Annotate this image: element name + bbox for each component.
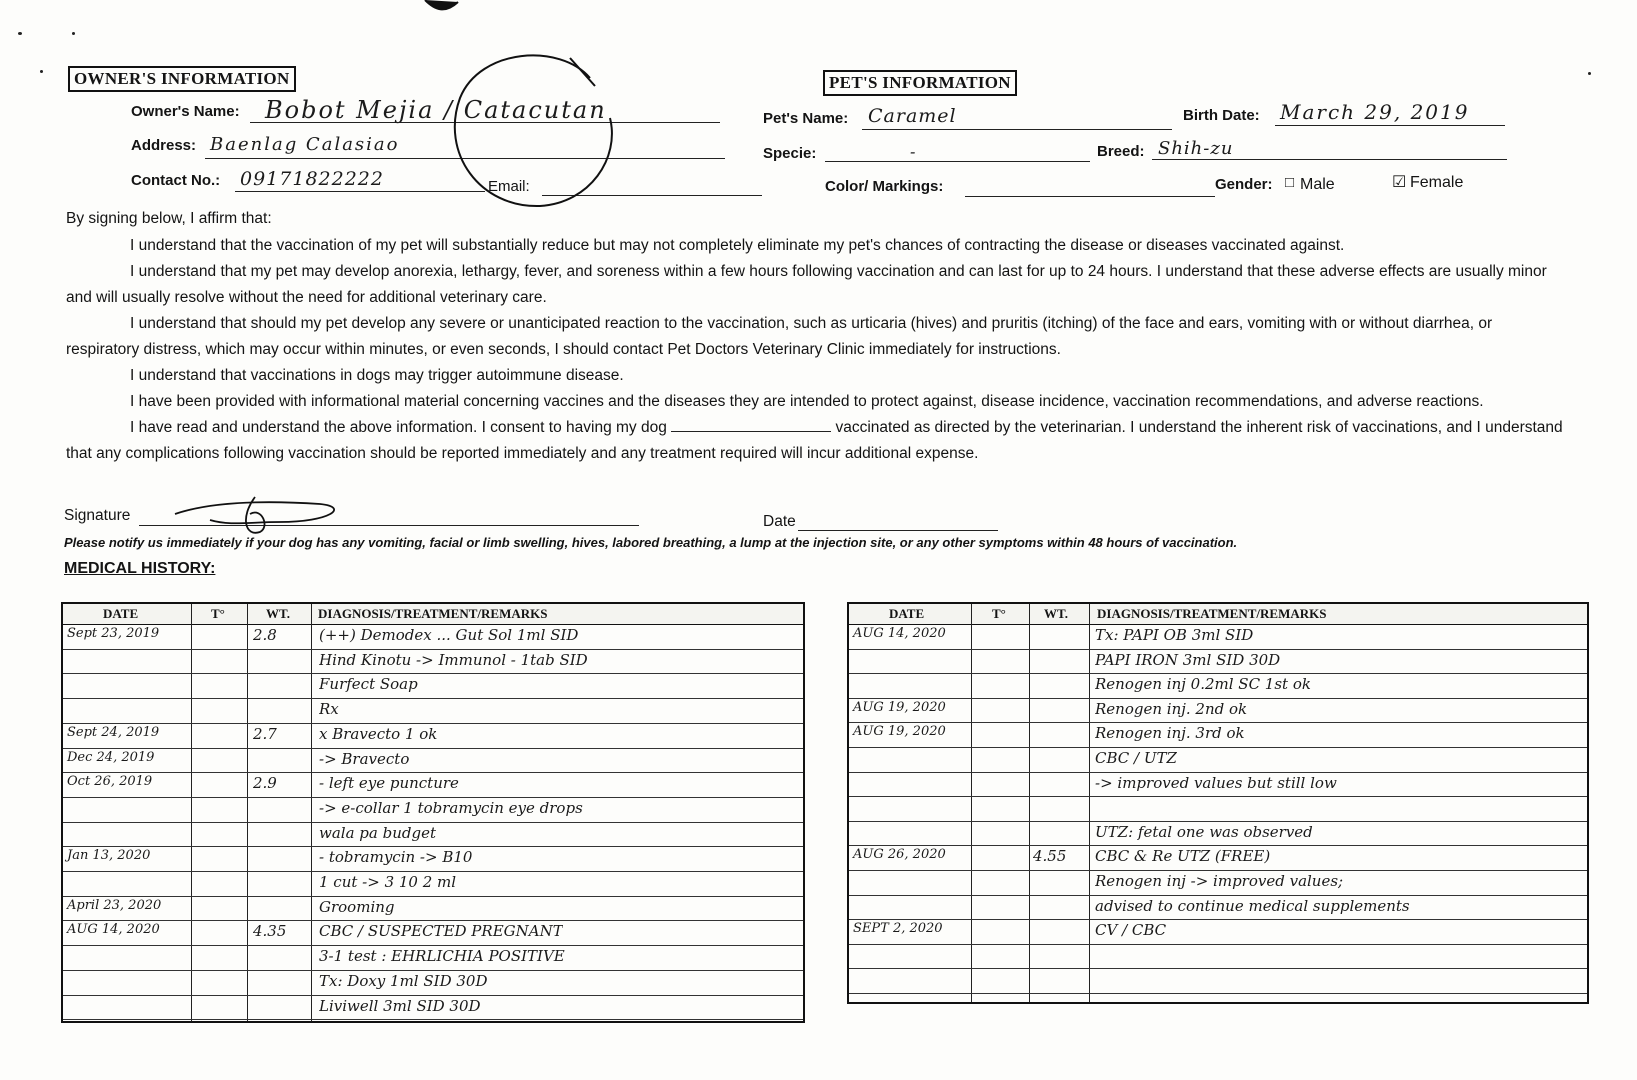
- gender-female-checkbox[interactable]: ☑: [1392, 174, 1407, 191]
- diagnosis-cell[interactable]: Rx: [319, 700, 339, 719]
- contact-value[interactable]: 09171822222: [240, 168, 384, 190]
- diagnosis-cell[interactable]: Hind Kinotu -> Immunol - 1tab SID: [319, 650, 588, 669]
- scan-speck: [1588, 72, 1591, 75]
- date-cell[interactable]: AUG 14, 2020: [853, 626, 946, 641]
- top-edge-mark: [420, 0, 460, 20]
- row-line: [63, 896, 803, 897]
- date-cell[interactable]: AUG 14, 2020: [67, 922, 160, 938]
- header-weight: WT.: [266, 606, 290, 621]
- header-date: DATE: [103, 606, 139, 621]
- owner-name-label: Owner's Name:: [131, 103, 240, 120]
- diagnosis-cell[interactable]: Tx: PAPI OB 3ml SID: [1095, 626, 1254, 644]
- row-line: [849, 895, 1587, 896]
- birth-date-label: Birth Date:: [1183, 107, 1260, 124]
- consent-p3: I understand that should my pet develop any severe or unanticipated reaction to the vaccination, such as urticaria (hives) and pruritis (itching) of the face and ears, vomiting with or without diarrhea, or respiratory distress, which may occur within minutes, or even seconds, I should contact Pet Doctors Veterinary Clinic immediately for instructions.: [66, 315, 1493, 358]
- row-line: [63, 846, 803, 847]
- owner-section-title: OWNER'S INFORMATION: [68, 66, 296, 92]
- header-weight: WT.: [1044, 606, 1068, 621]
- row-line: [63, 920, 803, 921]
- col-divider: [971, 604, 972, 1002]
- contact-label: Contact No.:: [131, 172, 221, 189]
- pet-name-line: [862, 129, 1172, 130]
- color-markings-label: Color/ Markings:: [825, 178, 944, 195]
- address-label: Address:: [131, 137, 197, 154]
- row-line: [63, 871, 803, 872]
- gender-male-checkbox[interactable]: □: [1285, 174, 1295, 191]
- consent-p6: [66, 415, 1566, 467]
- row-line: [63, 649, 803, 650]
- row-line: [63, 945, 803, 946]
- diagnosis-cell[interactable]: -> improved values but still low: [1095, 773, 1337, 792]
- gender-female-label: Female: [1410, 174, 1464, 191]
- diagnosis-cell[interactable]: Grooming: [319, 897, 395, 916]
- row-line: [849, 772, 1587, 773]
- consent-p4: I understand that vaccinations in dogs may trigger autoimmune disease.: [130, 367, 624, 384]
- col-divider: [1089, 604, 1090, 1002]
- breed-line: [1152, 159, 1507, 160]
- date-cell[interactable]: Jan 13, 2020: [67, 848, 151, 864]
- gender-male-label: Male: [1300, 176, 1335, 193]
- birth-date-value[interactable]: March 29, 2019: [1280, 100, 1470, 124]
- date-cell[interactable]: April 23, 2020: [67, 897, 162, 913]
- col-divider: [247, 604, 248, 1021]
- row-line: [849, 845, 1587, 846]
- diagnosis-cell[interactable]: Renogen inj. 2nd ok: [1095, 699, 1248, 718]
- weight-cell[interactable]: 2.8: [253, 626, 277, 644]
- row-line: [849, 649, 1587, 650]
- diagnosis-cell[interactable]: -> e-collar 1 tobramycin eye drops: [319, 798, 583, 817]
- row-line: [63, 748, 803, 749]
- date-cell[interactable]: AUG 19, 2020: [853, 724, 946, 740]
- diagnosis-cell[interactable]: Tx: Doxy 1ml SID 30D: [319, 971, 488, 990]
- scan-speck: [18, 32, 22, 35]
- date-cell[interactable]: SEPT 2, 2020: [853, 921, 943, 937]
- header-date: DATE: [889, 606, 925, 621]
- diagnosis-cell[interactable]: advised to continue medical supplements: [1095, 896, 1410, 915]
- diagnosis-cell[interactable]: Renogen inj -> improved values;: [1095, 872, 1344, 890]
- row-line: [63, 723, 803, 724]
- weight-cell[interactable]: 4.35: [253, 922, 287, 941]
- diagnosis-cell[interactable]: CV / CBC: [1095, 921, 1167, 940]
- row-line: [849, 870, 1587, 871]
- diagnosis-cell[interactable]: Renogen inj 0.2ml SC 1st ok: [1095, 675, 1311, 694]
- diagnosis-cell[interactable]: - left eye puncture: [319, 774, 459, 793]
- header-temp: T°: [992, 606, 1006, 621]
- date-line[interactable]: [798, 530, 998, 531]
- diagnosis-cell[interactable]: 1 cut -> 3 10 2 ml: [319, 873, 457, 891]
- diagnosis-cell[interactable]: Renogen inj. 3rd ok: [1095, 724, 1245, 743]
- header-temp: T°: [211, 606, 225, 621]
- date-cell[interactable]: AUG 26, 2020: [853, 847, 946, 863]
- diagnosis-cell[interactable]: PAPI IRON 3ml SID 30D: [1095, 650, 1281, 669]
- breed-value[interactable]: Shih-zu: [1158, 138, 1234, 159]
- row-line: [849, 698, 1587, 699]
- breed-label: Breed:: [1097, 143, 1145, 160]
- diagnosis-cell[interactable]: x Bravecto 1 ok: [319, 724, 438, 743]
- address-value[interactable]: Baenlag Calasiao: [210, 134, 400, 155]
- pet-name-value[interactable]: Caramel: [868, 105, 957, 127]
- signature-label: Signature: [64, 507, 131, 524]
- row-line: [63, 797, 803, 798]
- specie-line: [825, 161, 1090, 162]
- row-line: [63, 698, 803, 699]
- header-diagnosis: DIAGNOSIS/TREATMENT/REMARKS: [1097, 606, 1327, 621]
- diagnosis-cell[interactable]: CBC & Re UTZ (FREE): [1095, 847, 1271, 866]
- birth-date-line: [1275, 125, 1505, 126]
- pet-section-title: PET'S INFORMATION: [823, 70, 1017, 96]
- row-line: [849, 673, 1587, 674]
- gender-label: Gender:: [1215, 176, 1273, 193]
- col-divider: [1029, 604, 1030, 1002]
- row-line: [849, 747, 1587, 748]
- diagnosis-cell[interactable]: wala pa budget: [319, 823, 436, 842]
- row-line: [849, 722, 1587, 723]
- medical-history-title: MEDICAL HISTORY:: [64, 560, 216, 577]
- row-line: [63, 673, 803, 674]
- weight-cell[interactable]: 4.55: [1033, 847, 1067, 866]
- row-line: [63, 1019, 803, 1020]
- diagnosis-cell[interactable]: Liviwell 3ml SID 30D: [319, 996, 481, 1015]
- consent-p6-end: vaccinated as directed by the veterinarian. I understand the inherent risk of vaccinations, and I understand that any complications following vaccination should be reported immediately and any treatment required will incur additional expense.: [66, 419, 1563, 462]
- row-line: [849, 944, 1587, 945]
- consent-p6-start: I have read and understand the above information. I consent to having my dog: [130, 419, 667, 436]
- consent-p2: I understand that my pet may develop anorexia, lethargy, fever, and soreness within a few hours following vaccination and can last for up to 24 hours. I understand that these adverse effects are usually minor and will usually resolve without the need for additional veterinary care.: [66, 263, 1547, 306]
- table-header: [849, 604, 1587, 625]
- diagnosis-cell[interactable]: 3-1 test : EHRLICHIA POSITIVE: [319, 947, 565, 966]
- row-line: [849, 796, 1587, 797]
- diagnosis-cell[interactable]: CBC / UTZ: [1095, 749, 1177, 767]
- weight-cell[interactable]: 2.9: [253, 774, 277, 793]
- consent-intro: By signing below, I affirm that:: [66, 210, 272, 227]
- medical-table-left: [61, 602, 805, 1023]
- weight-cell[interactable]: 2.7: [253, 724, 277, 743]
- diagnosis-cell[interactable]: Furfect Soap: [319, 675, 418, 694]
- color-markings-line: [965, 196, 1215, 197]
- diagnosis-cell[interactable]: - tobramycin -> B10: [319, 848, 473, 867]
- row-line: [63, 995, 803, 996]
- diagnosis-cell[interactable]: -> Bravecto: [319, 749, 410, 768]
- scan-speck: [72, 32, 75, 35]
- consent-paragraphs: [66, 233, 1566, 467]
- date-cell[interactable]: Sept 24, 2019: [67, 724, 160, 740]
- date-cell[interactable]: Dec 24, 2019: [67, 749, 155, 765]
- date-cell[interactable]: Oct 26, 2019: [67, 774, 153, 790]
- medical-table-right: [847, 602, 1589, 1004]
- table-header: [63, 604, 803, 625]
- row-line: [63, 970, 803, 971]
- specie-label: Specie:: [763, 145, 817, 162]
- consent-p5: I have been provided with informational material concerning vaccines and the diseases they are intended to protect against, disease incidence, vaccination recommendations, and adverse reactions.: [130, 393, 1484, 410]
- email-label: Email:: [488, 178, 530, 195]
- date-label: Date: [763, 513, 796, 530]
- scan-speck: [40, 70, 43, 73]
- row-line: [849, 919, 1587, 920]
- date-cell[interactable]: AUG 19, 2020: [853, 699, 946, 715]
- col-divider: [191, 604, 192, 1021]
- col-divider: [311, 604, 312, 1021]
- consent-p1: I understand that the vaccination of my pet will substantially reduce but may not completely eliminate my pet's chances of contracting the disease or diseases vaccinated against.: [130, 237, 1345, 254]
- diagnosis-cell[interactable]: CBC / SUSPECTED PREGNANT: [319, 922, 563, 941]
- header-diagnosis: DIAGNOSIS/TREATMENT/REMARKS: [318, 606, 548, 621]
- specie-value[interactable]: -: [910, 142, 916, 161]
- notice-text: Please notify us immediately if your dog has any vomiting, facial or limb swelling, hives, labored breathing, a lump at the injection site, or any other symptoms within 48 hours of vaccination.: [64, 535, 1238, 550]
- pet-name-label: Pet's Name:: [763, 110, 849, 127]
- date-cell[interactable]: Sept 23, 2019: [67, 626, 160, 641]
- pen-circle-scrawl: [440, 38, 630, 218]
- diagnosis-cell[interactable]: UTZ: fetal one was observed: [1095, 822, 1313, 841]
- row-line: [849, 821, 1587, 822]
- owner-name-value[interactable]: Bobot Mejia / Catacutan: [265, 96, 607, 124]
- row-line: [63, 822, 803, 823]
- row-line: [63, 772, 803, 773]
- row-line: [849, 993, 1587, 994]
- dog-name-blank[interactable]: [671, 417, 831, 432]
- row-line: [849, 968, 1587, 969]
- diagnosis-cell[interactable]: (++) Demodex ... Gut Sol 1ml SID: [319, 626, 579, 644]
